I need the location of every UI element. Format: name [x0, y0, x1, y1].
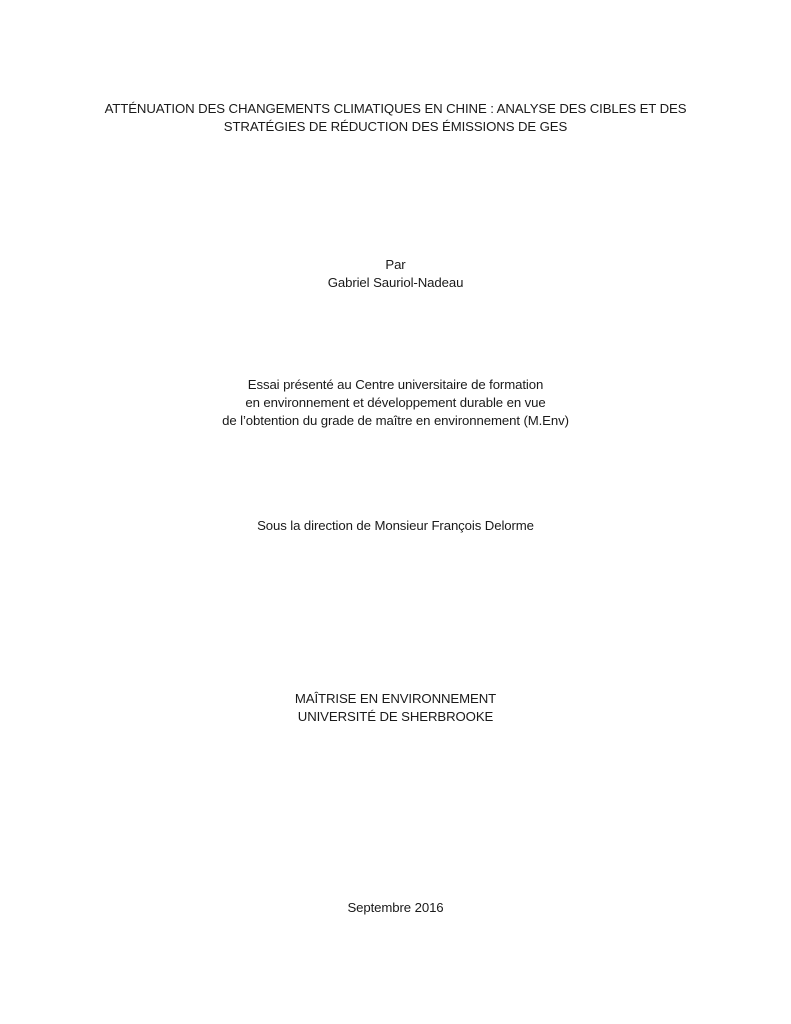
- date-section: [0, 899, 791, 917]
- essay-line-1: Essai présenté au Centre universitaire de formation: [247, 377, 544, 392]
- supervisor-text: Sous la direction de Monsieur François Delorme: [257, 518, 534, 533]
- degree-name: MAÎTRISE EN ENVIRONNEMENT: [294, 691, 497, 706]
- program-section: [0, 690, 791, 726]
- supervision-section: [0, 517, 791, 535]
- essay-line-3: de l’obtention du grade de maître en environnement (M.Env): [222, 413, 569, 428]
- author-section: [0, 256, 791, 292]
- title-line-2: STRATÉGIES DE RÉDUCTION DES ÉMISSIONS DE GES: [223, 119, 568, 134]
- author-name: Gabriel Sauriol-Nadeau: [327, 275, 464, 290]
- essay-line-2: en environnement et développement durable en vue: [245, 395, 546, 410]
- essay-description: [0, 376, 791, 430]
- title-line-1: ATTÉNUATION DES CHANGEMENTS CLIMATIQUES EN CHINE : ANALYSE DES CIBLES ET DES: [104, 101, 687, 116]
- essay-title: [0, 100, 791, 136]
- submission-date: Septembre 2016: [347, 900, 444, 915]
- university-name: UNIVERSITÉ DE SHERBROOKE: [297, 709, 494, 724]
- by-label: Par: [385, 257, 406, 272]
